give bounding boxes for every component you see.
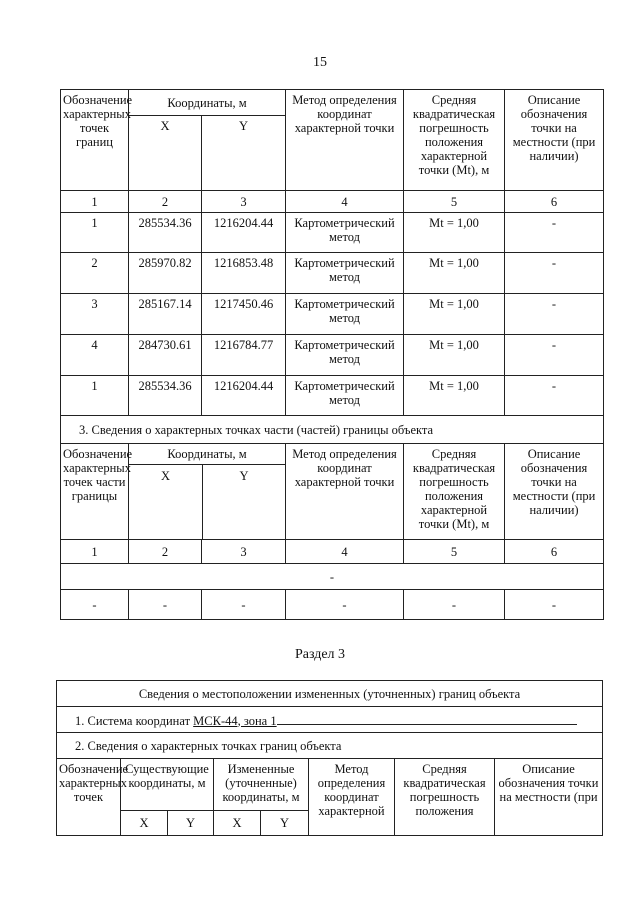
header-coordinates-label: Координаты, м xyxy=(129,444,285,465)
header-y: Y xyxy=(261,811,309,836)
fill-line xyxy=(277,712,577,725)
header-x: X xyxy=(214,811,261,836)
table-row xyxy=(61,213,604,253)
column-number: 2 xyxy=(129,540,202,564)
dash-cell: - xyxy=(404,590,505,620)
header-description: Описание обозначения точки на местности (при наличии) xyxy=(505,90,604,191)
coord-y: 1217450.46 xyxy=(202,294,286,335)
section-title: Раздел 3 xyxy=(294,647,346,662)
coord-x: 284730.61 xyxy=(129,335,202,376)
error-cell: Mt = 1,00 xyxy=(404,253,505,294)
header-description: Описание обозначения точки на местности (при наличии) xyxy=(505,444,604,540)
table-row xyxy=(61,294,604,335)
point-number: 1 xyxy=(61,376,129,416)
description-cell: - xyxy=(505,335,604,376)
dash-cell: - xyxy=(61,590,129,620)
point-number: 1 xyxy=(61,213,129,253)
error-cell: Mt = 1,00 xyxy=(404,213,505,253)
point-number: 4 xyxy=(61,335,129,376)
header-coordinates-part xyxy=(129,444,286,540)
header-method: Метод определения координат характерной точки xyxy=(286,90,404,191)
dash-cell: - xyxy=(129,590,202,620)
column-number: 3 xyxy=(202,191,286,213)
coordinate-system-value: МСК-44, зона 1 xyxy=(193,713,277,728)
coord-x: 285534.36 xyxy=(129,376,202,416)
coordinate-system-label: 1. Система координат xyxy=(75,713,191,728)
coord-y: 1216204.44 xyxy=(202,376,286,416)
coord-y: 1216784.77 xyxy=(202,335,286,376)
error-cell: Mt = 1,00 xyxy=(404,376,505,416)
characteristic-points-table xyxy=(60,89,604,620)
header-description: Описание обозначения точки на местности (при xyxy=(495,759,603,836)
table-row xyxy=(61,335,604,376)
points-section-title: 2. Сведения о характерных точках границ объекта xyxy=(57,733,603,759)
header-y: Y xyxy=(202,116,286,191)
header-method: Метод определения координат характерной xyxy=(309,759,395,836)
description-cell: - xyxy=(505,376,604,416)
column-number: 1 xyxy=(61,540,129,564)
header-point-designation-part: Обозначение характерных точек части границы xyxy=(61,444,129,540)
coordinate-system xyxy=(57,707,603,733)
dash-cell: - xyxy=(202,590,286,620)
header-error: Средняя квадратическая погрешность положения xyxy=(395,759,495,836)
description-cell: - xyxy=(505,253,604,294)
column-number: 5 xyxy=(404,191,505,213)
header-x: X xyxy=(129,465,203,539)
coord-x: 285970.82 xyxy=(129,253,202,294)
column-number: 3 xyxy=(202,540,286,564)
header-method: Метод определения координат характерной точки xyxy=(286,444,404,540)
method-cell: Картометрический метод xyxy=(286,294,404,335)
page-number: 15 xyxy=(313,55,327,70)
column-number: 4 xyxy=(286,191,404,213)
coord-x: 285534.36 xyxy=(129,213,202,253)
method-cell: Картометрический метод xyxy=(286,335,404,376)
header-y: Y xyxy=(168,811,214,836)
dash-cell: - xyxy=(286,590,404,620)
section-3-title: 3. Сведения о характерных точках части (частей) границы объекта xyxy=(61,416,604,444)
changed-boundaries-table xyxy=(56,680,603,836)
dash-cell: - xyxy=(505,590,604,620)
column-number: 6 xyxy=(505,540,604,564)
header-existing-coordinates: Существующие координаты, м xyxy=(121,759,214,811)
point-number: 3 xyxy=(61,294,129,335)
method-cell: Картометрический метод xyxy=(286,213,404,253)
coord-y: 1216853.48 xyxy=(202,253,286,294)
coord-x: 285167.14 xyxy=(129,294,202,335)
table-row xyxy=(61,376,604,416)
column-number: 4 xyxy=(286,540,404,564)
header-coordinates: Координаты, м xyxy=(129,90,286,116)
method-cell: Картометрический метод xyxy=(286,253,404,294)
header-error: Средняя квадратическая погрешность положения характерной точки (Mt), м xyxy=(404,90,505,191)
header-changed-coordinates: Измененные (уточненные) координаты, м xyxy=(214,759,309,811)
table-title: Сведения о местоположении измененных (уточненных) границ объекта xyxy=(57,681,603,707)
table-row xyxy=(61,590,604,620)
header-y: Y xyxy=(239,469,249,483)
point-number: 2 xyxy=(61,253,129,294)
error-cell: Mt = 1,00 xyxy=(404,335,505,376)
header-point-designation: Обозначение характерных точек xyxy=(57,759,121,836)
empty-dash-row: - xyxy=(61,564,604,590)
column-number: 5 xyxy=(404,540,505,564)
description-cell: - xyxy=(505,294,604,335)
header-point-designation: Обозначение характерных точек границ xyxy=(61,90,129,191)
table-row xyxy=(61,253,604,294)
column-number: 1 xyxy=(61,191,129,213)
error-cell: Mt = 1,00 xyxy=(404,294,505,335)
coord-y: 1216204.44 xyxy=(202,213,286,253)
header-error: Средняя квадратическая погрешность положения характерной точки (Mt), м xyxy=(404,444,505,540)
method-cell: Картометрический метод xyxy=(286,376,404,416)
header-x: X xyxy=(121,811,168,836)
column-number: 6 xyxy=(505,191,604,213)
description-cell: - xyxy=(505,213,604,253)
column-number: 2 xyxy=(129,191,202,213)
header-x: X xyxy=(129,116,202,191)
